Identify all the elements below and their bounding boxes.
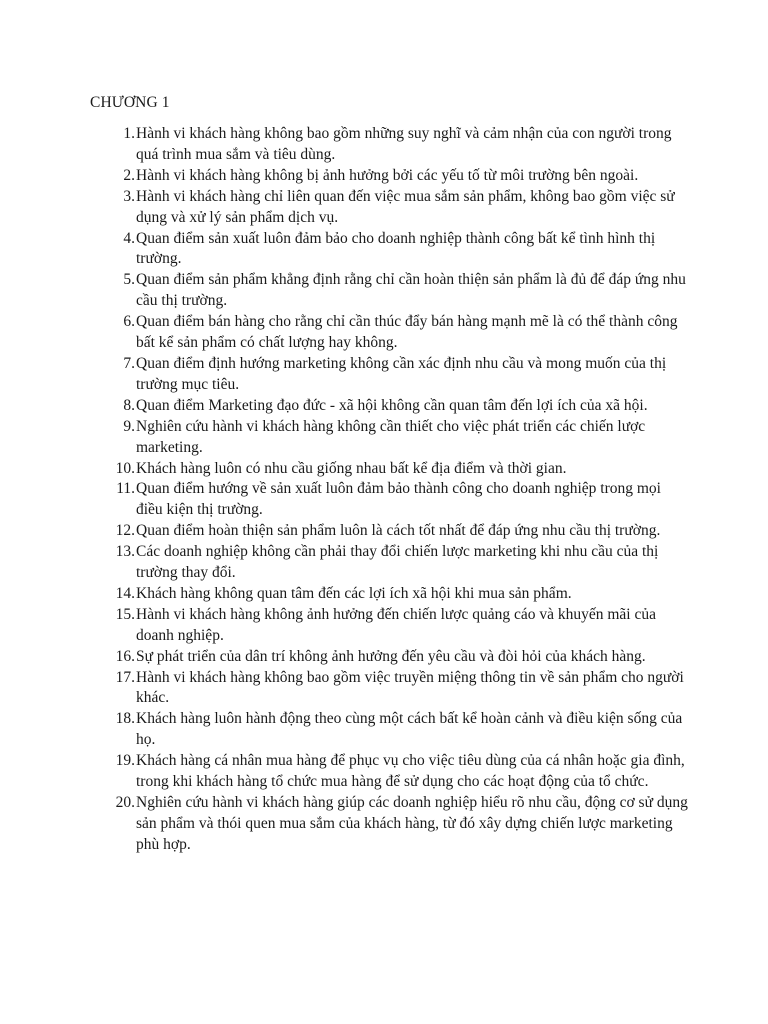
- list-item-number: 10.: [115, 459, 135, 477]
- list-item-text: Khách hàng cá nhân mua hàng để phục vụ cho việc tiêu dùng của cá nhân hoặc gia đình, trong khi khách hàng tổ chức mua hàng để sử dụng cho các hoạt động của tổ chức.: [136, 752, 685, 791]
- list-item-number: 4.: [123, 229, 135, 247]
- list-item-text: Các doanh nghiệp không cần phải thay đổi chiến lược marketing khi nhu cầu của thị trường thay đổi.: [136, 543, 659, 582]
- list-item: [90, 542, 690, 584]
- list-item-text: Quan điểm hướng về sản xuất luôn đảm bảo thành công cho doanh nghiệp trong mọi điều kiện thị trường.: [136, 480, 661, 519]
- list-item-number: 1.: [123, 125, 135, 142]
- list-item-text: Quan điểm sản xuất luôn đảm bảo cho doanh nghiệp thành công bất kể tình hình thị trường.: [136, 229, 656, 268]
- list-item-text: Khách hàng luôn hành động theo cùng một cách bất kể hoàn cảnh và điều kiện sống của họ.: [136, 710, 683, 749]
- list-item-text: Quan điểm sản phẩm khẳng định rằng chỉ cần hoàn thiện sản phẩm là đủ để đáp ứng nhu cầu thị trường.: [136, 271, 686, 310]
- list-item-text: Khách hàng luôn có nhu cầu giống nhau bất kể địa điểm và thời gian.: [136, 459, 567, 477]
- list-item-number: 18.: [115, 710, 135, 728]
- list-item: [90, 605, 690, 647]
- list-item: [90, 521, 690, 542]
- list-item-text: Hành vi khách hàng không bao gồm việc truyền miệng thông tin về sản phẩm cho người khác.: [136, 668, 684, 707]
- list-item-text: Hành vi khách hàng không ảnh hưởng đến chiến lược quảng cáo và khuyến mãi của doanh nghiệp.: [136, 605, 656, 644]
- list-item: [90, 647, 690, 668]
- list-item-number: 9.: [123, 417, 135, 435]
- list-item-number: 17.: [115, 668, 135, 686]
- list-item-text: Hành vi khách hàng không bao gồm những suy nghĩ và cảm nhận của con người trong quá trình mua sắm và tiêu dùng.: [136, 125, 672, 163]
- list-item-number: 7.: [123, 354, 135, 372]
- list-item-number: 5.: [123, 271, 135, 289]
- list-item: [90, 584, 690, 605]
- list-item-number: 11.: [116, 480, 135, 498]
- list-item: [90, 166, 690, 187]
- list-item: [90, 396, 690, 417]
- list-item-number: 3.: [123, 187, 135, 205]
- list-item: [90, 417, 690, 459]
- list-item-number: 15.: [115, 605, 135, 623]
- list-item: [90, 354, 690, 396]
- list-item: [90, 270, 690, 312]
- list-item-number: 20.: [115, 794, 135, 811]
- list-item-number: 12.: [115, 522, 135, 540]
- list-item-text: Nghiên cứu hành vi khách hàng không cần thiết cho việc phát triển các chiến lược marketing.: [136, 417, 646, 456]
- list-item-text: Khách hàng không quan tâm đến các lợi ích xã hội khi mua sản phẩm.: [136, 584, 572, 602]
- list-item: [90, 187, 690, 229]
- question-list: [90, 124, 690, 856]
- list-item-number: 2.: [123, 166, 135, 184]
- list-item: [90, 229, 690, 271]
- list-item: [90, 124, 690, 166]
- list-item-text: Hành vi khách hàng không bị ảnh hưởng bởi các yếu tố từ môi trường bên ngoài.: [136, 166, 639, 184]
- list-item: [90, 793, 690, 856]
- list-item-text: Hành vi khách hàng chỉ liên quan đến việc mua sắm sản phẩm, không bao gồm việc sử dụng và xử lý sản phẩm dịch vụ.: [136, 187, 675, 226]
- list-item: [90, 668, 690, 710]
- list-item-text: Quan điểm hoàn thiện sản phẩm luôn là cách tốt nhất để đáp ứng nhu cầu thị trường.: [136, 522, 661, 540]
- list-item: [90, 751, 690, 793]
- list-item: [90, 479, 690, 521]
- chapter-title: CHƯƠNG 1: [90, 94, 170, 111]
- list-item-number: 6.: [123, 313, 135, 331]
- list-item: [90, 709, 690, 751]
- list-item-text: Quan điểm bán hàng cho rằng chỉ cần thúc đẩy bán hàng mạnh mẽ là có thể thành công bất kể sản phẩm có chất lượng hay không.: [136, 313, 678, 352]
- list-item-number: 8.: [123, 396, 135, 414]
- list-item-number: 13.: [115, 543, 135, 561]
- list-item-text: Quan điểm Marketing đạo đức - xã hội không cần quan tâm đến lợi ích của xã hội.: [136, 396, 648, 414]
- list-item-number: 19.: [115, 752, 135, 770]
- list-item: [90, 312, 690, 354]
- list-item-number: 16.: [115, 647, 135, 665]
- list-item-text: Nghiên cứu hành vi khách hàng giúp các doanh nghiệp hiểu rõ nhu cầu, động cơ sử dụng sản phẩm và thói quen mua sắm của khách hàng, từ đó xây dựng chiến lược marketing phù hợp.: [136, 794, 688, 853]
- list-item-number: 14.: [115, 584, 135, 602]
- list-item-text: Quan điểm định hướng marketing không cần xác định nhu cầu và mong muốn của thị trường mục tiêu.: [136, 354, 667, 393]
- list-item: [90, 459, 690, 480]
- list-item-text: Sự phát triển của dân trí không ảnh hưởng đến yêu cầu và đòi hỏi của khách hàng.: [136, 647, 646, 665]
